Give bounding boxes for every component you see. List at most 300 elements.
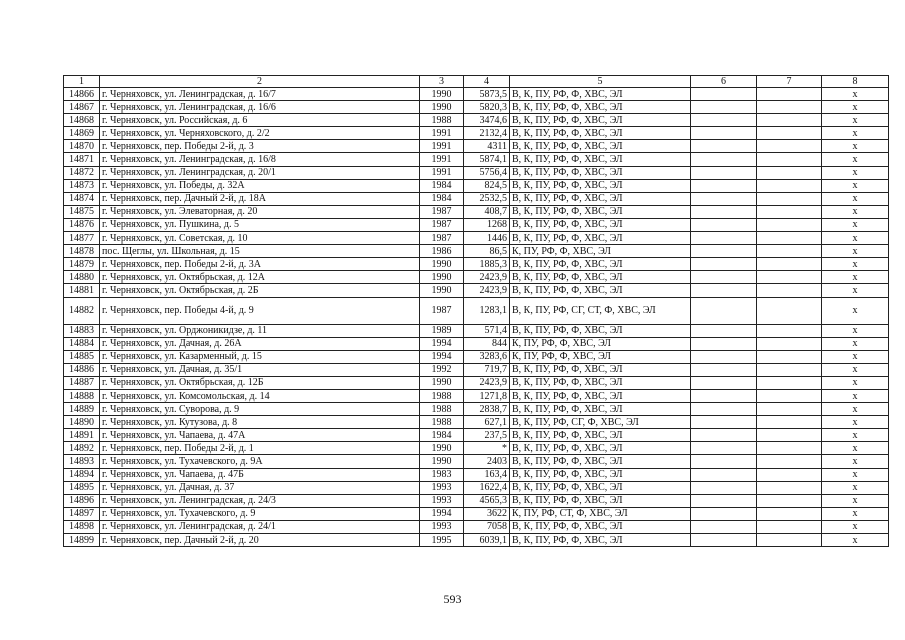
cell-address: г. Черняховск, пер. Победы 2-й, д. 3А bbox=[100, 258, 420, 271]
cell-col7 bbox=[757, 166, 822, 179]
cell-col7 bbox=[757, 376, 822, 389]
cell-col7 bbox=[757, 218, 822, 231]
cell-col7 bbox=[757, 337, 822, 350]
cell-utilities: В, К, ПУ, РФ, Ф, ХВС, ЭЛ bbox=[510, 192, 691, 205]
cell-year: 1994 bbox=[420, 337, 464, 350]
header-row bbox=[64, 76, 889, 88]
table-row bbox=[64, 232, 889, 245]
cell-col6 bbox=[691, 297, 757, 324]
cell-mark: x bbox=[822, 245, 889, 258]
cell-address: г. Черняховск, пер. Дачный 2-й, д. 18А bbox=[100, 192, 420, 205]
cell-area: 86,5 bbox=[464, 245, 510, 258]
cell-mark: x bbox=[822, 350, 889, 363]
cell-col7 bbox=[757, 468, 822, 481]
cell-area: 7058 bbox=[464, 520, 510, 533]
cell-year: 1993 bbox=[420, 494, 464, 507]
cell-area: 824,5 bbox=[464, 179, 510, 192]
cell-year: 1993 bbox=[420, 520, 464, 533]
cell-mark: x bbox=[822, 271, 889, 284]
table-row bbox=[64, 350, 889, 363]
cell-utilities: В, К, ПУ, РФ, Ф, ХВС, ЭЛ bbox=[510, 376, 691, 389]
cell-mark: x bbox=[822, 127, 889, 140]
cell-address: г. Черняховск, ул. Дачная, д. 35/1 bbox=[100, 363, 420, 376]
cell-year: 1984 bbox=[420, 192, 464, 205]
cell-address: г. Черняховск, ул. Ленинградская, д. 16/6 bbox=[100, 101, 420, 114]
cell-area: 237,5 bbox=[464, 429, 510, 442]
cell-mark: x bbox=[822, 455, 889, 468]
cell-year: 1988 bbox=[420, 416, 464, 429]
cell-year: 1990 bbox=[420, 88, 464, 101]
table-row bbox=[64, 284, 889, 297]
cell-col7 bbox=[757, 363, 822, 376]
cell-utilities: В, К, ПУ, РФ, Ф, ХВС, ЭЛ bbox=[510, 140, 691, 153]
table-body bbox=[64, 76, 889, 547]
cell-utilities: В, К, ПУ, РФ, Ф, ХВС, ЭЛ bbox=[510, 481, 691, 494]
cell-col7 bbox=[757, 297, 822, 324]
cell-col7 bbox=[757, 429, 822, 442]
column-header: 4 bbox=[464, 76, 510, 88]
cell-address: г. Черняховск, пер. Дачный 2-й, д. 20 bbox=[100, 534, 420, 547]
table-row bbox=[64, 218, 889, 231]
cell-row-number: 14888 bbox=[64, 389, 100, 402]
cell-area: 4565,3 bbox=[464, 494, 510, 507]
cell-utilities: К, ПУ, РФ, Ф, ХВС, ЭЛ bbox=[510, 245, 691, 258]
cell-col6 bbox=[691, 455, 757, 468]
cell-utilities: В, К, ПУ, РФ, Ф, ХВС, ЭЛ bbox=[510, 218, 691, 231]
cell-utilities: В, К, ПУ, РФ, Ф, ХВС, ЭЛ bbox=[510, 205, 691, 218]
cell-year: 1987 bbox=[420, 232, 464, 245]
cell-utilities: В, К, ПУ, РФ, СГ, Ф, ХВС, ЭЛ bbox=[510, 416, 691, 429]
cell-col7 bbox=[757, 245, 822, 258]
column-header: 7 bbox=[757, 76, 822, 88]
cell-row-number: 14883 bbox=[64, 324, 100, 337]
table-row bbox=[64, 442, 889, 455]
cell-col6 bbox=[691, 232, 757, 245]
cell-mark: x bbox=[822, 232, 889, 245]
cell-row-number: 14871 bbox=[64, 153, 100, 166]
cell-area: 1622,4 bbox=[464, 481, 510, 494]
table-row bbox=[64, 507, 889, 520]
cell-area: 627,1 bbox=[464, 416, 510, 429]
cell-mark: x bbox=[822, 494, 889, 507]
cell-area: 1268 bbox=[464, 218, 510, 231]
cell-utilities: В, К, ПУ, РФ, СГ, СТ, Ф, ХВС, ЭЛ bbox=[510, 297, 691, 324]
cell-utilities: В, К, ПУ, РФ, Ф, ХВС, ЭЛ bbox=[510, 153, 691, 166]
cell-col6 bbox=[691, 179, 757, 192]
cell-year: 1990 bbox=[420, 101, 464, 114]
cell-utilities: В, К, ПУ, РФ, Ф, ХВС, ЭЛ bbox=[510, 520, 691, 533]
cell-address: г. Черняховск, ул. Октябрьская, д. 2Б bbox=[100, 284, 420, 297]
cell-utilities: В, К, ПУ, РФ, Ф, ХВС, ЭЛ bbox=[510, 127, 691, 140]
cell-address: г. Черняховск, ул. Тухачевского, д. 9А bbox=[100, 455, 420, 468]
cell-col6 bbox=[691, 363, 757, 376]
table-row bbox=[64, 297, 889, 324]
cell-area: 3622 bbox=[464, 507, 510, 520]
cell-address: г. Черняховск, ул. Победы, д. 32А bbox=[100, 179, 420, 192]
cell-col6 bbox=[691, 127, 757, 140]
cell-year: 1983 bbox=[420, 468, 464, 481]
cell-mark: x bbox=[822, 179, 889, 192]
table-row bbox=[64, 534, 889, 547]
cell-mark: x bbox=[822, 101, 889, 114]
cell-col6 bbox=[691, 389, 757, 402]
cell-area: 2403 bbox=[464, 455, 510, 468]
cell-utilities: В, К, ПУ, РФ, Ф, ХВС, ЭЛ bbox=[510, 324, 691, 337]
cell-year: 1990 bbox=[420, 258, 464, 271]
cell-col6 bbox=[691, 520, 757, 533]
cell-utilities: В, К, ПУ, РФ, Ф, ХВС, ЭЛ bbox=[510, 494, 691, 507]
cell-utilities: В, К, ПУ, РФ, Ф, ХВС, ЭЛ bbox=[510, 455, 691, 468]
cell-address: г. Черняховск, пер. Победы 2-й, д. 3 bbox=[100, 140, 420, 153]
cell-year: 1984 bbox=[420, 429, 464, 442]
cell-col6 bbox=[691, 442, 757, 455]
table-row bbox=[64, 363, 889, 376]
cell-row-number: 14870 bbox=[64, 140, 100, 153]
table-row bbox=[64, 455, 889, 468]
cell-mark: x bbox=[822, 534, 889, 547]
table-row bbox=[64, 205, 889, 218]
cell-area: 3474,6 bbox=[464, 114, 510, 127]
cell-area: 844 bbox=[464, 337, 510, 350]
cell-row-number: 14889 bbox=[64, 403, 100, 416]
cell-row-number: 14877 bbox=[64, 232, 100, 245]
cell-col7 bbox=[757, 140, 822, 153]
cell-col6 bbox=[691, 166, 757, 179]
cell-utilities: В, К, ПУ, РФ, Ф, ХВС, ЭЛ bbox=[510, 429, 691, 442]
cell-col7 bbox=[757, 389, 822, 402]
column-header: 6 bbox=[691, 76, 757, 88]
cell-utilities: В, К, ПУ, РФ, Ф, ХВС, ЭЛ bbox=[510, 534, 691, 547]
cell-col7 bbox=[757, 416, 822, 429]
cell-year: 1987 bbox=[420, 205, 464, 218]
cell-utilities: В, К, ПУ, РФ, Ф, ХВС, ЭЛ bbox=[510, 403, 691, 416]
cell-col7 bbox=[757, 232, 822, 245]
cell-row-number: 14881 bbox=[64, 284, 100, 297]
cell-col6 bbox=[691, 101, 757, 114]
table-row bbox=[64, 337, 889, 350]
cell-year: 1988 bbox=[420, 403, 464, 416]
cell-mark: x bbox=[822, 376, 889, 389]
table-row bbox=[64, 153, 889, 166]
column-header: 3 bbox=[420, 76, 464, 88]
cell-address: г. Черняховск, ул. Ленинградская, д. 16/8 bbox=[100, 153, 420, 166]
cell-row-number: 14882 bbox=[64, 297, 100, 324]
page-number: 593 bbox=[443, 592, 462, 606]
cell-col7 bbox=[757, 507, 822, 520]
cell-area: 3283,6 bbox=[464, 350, 510, 363]
cell-year: 1989 bbox=[420, 324, 464, 337]
cell-year: 1994 bbox=[420, 350, 464, 363]
cell-utilities: К, ПУ, РФ, Ф, ХВС, ЭЛ bbox=[510, 337, 691, 350]
cell-year: 1986 bbox=[420, 245, 464, 258]
cell-row-number: 14893 bbox=[64, 455, 100, 468]
cell-col7 bbox=[757, 324, 822, 337]
cell-row-number: 14898 bbox=[64, 520, 100, 533]
cell-mark: x bbox=[822, 403, 889, 416]
cell-mark: x bbox=[822, 520, 889, 533]
cell-col7 bbox=[757, 114, 822, 127]
cell-mark: x bbox=[822, 363, 889, 376]
cell-col7 bbox=[757, 481, 822, 494]
cell-area: 1283,1 bbox=[464, 297, 510, 324]
cell-col7 bbox=[757, 271, 822, 284]
cell-row-number: 14890 bbox=[64, 416, 100, 429]
cell-address: г. Черняховск, ул. Ленинградская, д. 16/7 bbox=[100, 88, 420, 101]
cell-area: 1271,8 bbox=[464, 389, 510, 402]
cell-col7 bbox=[757, 442, 822, 455]
cell-mark: x bbox=[822, 416, 889, 429]
cell-row-number: 14879 bbox=[64, 258, 100, 271]
cell-col6 bbox=[691, 350, 757, 363]
cell-col6 bbox=[691, 468, 757, 481]
table-row bbox=[64, 114, 889, 127]
cell-utilities: В, К, ПУ, РФ, Ф, ХВС, ЭЛ bbox=[510, 101, 691, 114]
cell-address: г. Черняховск, ул. Пушкина, д. 5 bbox=[100, 218, 420, 231]
cell-utilities: К, ПУ, РФ, Ф, ХВС, ЭЛ bbox=[510, 350, 691, 363]
cell-utilities: В, К, ПУ, РФ, Ф, ХВС, ЭЛ bbox=[510, 179, 691, 192]
cell-mark: x bbox=[822, 507, 889, 520]
cell-area: 1446 bbox=[464, 232, 510, 245]
cell-year: 1992 bbox=[420, 363, 464, 376]
table-row bbox=[64, 166, 889, 179]
cell-row-number: 14885 bbox=[64, 350, 100, 363]
cell-mark: x bbox=[822, 481, 889, 494]
cell-address: г. Черняховск, ул. Ленинградская, д. 20/1 bbox=[100, 166, 420, 179]
cell-year: 1990 bbox=[420, 376, 464, 389]
cell-col6 bbox=[691, 534, 757, 547]
cell-year: 1993 bbox=[420, 481, 464, 494]
cell-row-number: 14873 bbox=[64, 179, 100, 192]
cell-area: 6039,1 bbox=[464, 534, 510, 547]
table-row bbox=[64, 429, 889, 442]
cell-col6 bbox=[691, 114, 757, 127]
cell-col7 bbox=[757, 127, 822, 140]
cell-row-number: 14878 bbox=[64, 245, 100, 258]
table-row bbox=[64, 88, 889, 101]
cell-area: 5874,1 bbox=[464, 153, 510, 166]
cell-area: 2532,5 bbox=[464, 192, 510, 205]
cell-address: г. Черняховск, ул. Комсомольская, д. 14 bbox=[100, 389, 420, 402]
cell-address: г. Черняховск, ул. Элеваторная, д. 20 bbox=[100, 205, 420, 218]
cell-col6 bbox=[691, 258, 757, 271]
cell-year: 1994 bbox=[420, 507, 464, 520]
cell-area: 1885,3 bbox=[464, 258, 510, 271]
table-row bbox=[64, 468, 889, 481]
cell-address: г. Черняховск, пер. Победы 4-й, д. 9 bbox=[100, 297, 420, 324]
cell-row-number: 14886 bbox=[64, 363, 100, 376]
cell-col6 bbox=[691, 481, 757, 494]
cell-row-number: 14876 bbox=[64, 218, 100, 231]
cell-col6 bbox=[691, 140, 757, 153]
cell-mark: x bbox=[822, 297, 889, 324]
cell-address: г. Черняховск, ул. Суворова, д. 9 bbox=[100, 403, 420, 416]
cell-year: 1990 bbox=[420, 455, 464, 468]
cell-address: г. Черняховск, ул. Советская, д. 10 bbox=[100, 232, 420, 245]
cell-col7 bbox=[757, 494, 822, 507]
table-row bbox=[64, 324, 889, 337]
cell-year: 1991 bbox=[420, 140, 464, 153]
cell-year: 1991 bbox=[420, 166, 464, 179]
cell-row-number: 14884 bbox=[64, 337, 100, 350]
cell-utilities: В, К, ПУ, РФ, Ф, ХВС, ЭЛ bbox=[510, 389, 691, 402]
cell-year: 1987 bbox=[420, 218, 464, 231]
cell-mark: x bbox=[822, 468, 889, 481]
table-row bbox=[64, 245, 889, 258]
table-row bbox=[64, 258, 889, 271]
cell-area: 5873,5 bbox=[464, 88, 510, 101]
cell-utilities: В, К, ПУ, РФ, Ф, ХВС, ЭЛ bbox=[510, 166, 691, 179]
cell-utilities: В, К, ПУ, РФ, Ф, ХВС, ЭЛ bbox=[510, 88, 691, 101]
cell-col6 bbox=[691, 403, 757, 416]
register-table bbox=[63, 75, 889, 547]
cell-address: г. Черняховск, ул. Чапаева, д. 47А bbox=[100, 429, 420, 442]
cell-col6 bbox=[691, 416, 757, 429]
table-row bbox=[64, 481, 889, 494]
cell-area: 2423,9 bbox=[464, 376, 510, 389]
cell-mark: x bbox=[822, 284, 889, 297]
cell-area: 2132,4 bbox=[464, 127, 510, 140]
column-header: 1 bbox=[64, 76, 100, 88]
cell-col7 bbox=[757, 192, 822, 205]
cell-mark: x bbox=[822, 389, 889, 402]
cell-mark: x bbox=[822, 218, 889, 231]
cell-area: 4311 bbox=[464, 140, 510, 153]
column-header: 8 bbox=[822, 76, 889, 88]
cell-address: г. Черняховск, ул. Дачная, д. 37 bbox=[100, 481, 420, 494]
cell-row-number: 14892 bbox=[64, 442, 100, 455]
cell-row-number: 14880 bbox=[64, 271, 100, 284]
cell-address: г. Черняховск, ул. Ленинградская, д. 24/1 bbox=[100, 520, 420, 533]
cell-col6 bbox=[691, 192, 757, 205]
cell-col7 bbox=[757, 455, 822, 468]
cell-area: 5820,3 bbox=[464, 101, 510, 114]
cell-col7 bbox=[757, 350, 822, 363]
cell-year: 1991 bbox=[420, 153, 464, 166]
cell-area: 719,7 bbox=[464, 363, 510, 376]
cell-col7 bbox=[757, 534, 822, 547]
cell-col7 bbox=[757, 284, 822, 297]
table-row bbox=[64, 271, 889, 284]
cell-row-number: 14872 bbox=[64, 166, 100, 179]
table-row bbox=[64, 389, 889, 402]
cell-area: 2838,7 bbox=[464, 403, 510, 416]
cell-mark: x bbox=[822, 192, 889, 205]
cell-mark: x bbox=[822, 140, 889, 153]
cell-area: 2423,9 bbox=[464, 271, 510, 284]
cell-col6 bbox=[691, 88, 757, 101]
cell-row-number: 14868 bbox=[64, 114, 100, 127]
cell-col6 bbox=[691, 271, 757, 284]
cell-row-number: 14894 bbox=[64, 468, 100, 481]
cell-mark: x bbox=[822, 153, 889, 166]
cell-row-number: 14874 bbox=[64, 192, 100, 205]
cell-address: г. Черняховск, ул. Тухачевского, д. 9 bbox=[100, 507, 420, 520]
cell-row-number: 14875 bbox=[64, 205, 100, 218]
cell-year: 1988 bbox=[420, 114, 464, 127]
cell-area: 571,4 bbox=[464, 324, 510, 337]
cell-col7 bbox=[757, 153, 822, 166]
table-row bbox=[64, 192, 889, 205]
cell-address: г. Черняховск, ул. Кутузова, д. 8 bbox=[100, 416, 420, 429]
cell-mark: x bbox=[822, 337, 889, 350]
cell-utilities: В, К, ПУ, РФ, Ф, ХВС, ЭЛ bbox=[510, 232, 691, 245]
cell-row-number: 14891 bbox=[64, 429, 100, 442]
table-row bbox=[64, 179, 889, 192]
cell-mark: x bbox=[822, 442, 889, 455]
cell-col6 bbox=[691, 507, 757, 520]
cell-address: пос. Щеглы, ул. Школьная, д. 15 bbox=[100, 245, 420, 258]
cell-mark: x bbox=[822, 88, 889, 101]
cell-col6 bbox=[691, 429, 757, 442]
cell-year: 1990 bbox=[420, 271, 464, 284]
cell-area: 2423,9 bbox=[464, 284, 510, 297]
cell-mark: x bbox=[822, 114, 889, 127]
table-row bbox=[64, 520, 889, 533]
cell-year: 1990 bbox=[420, 284, 464, 297]
cell-col7 bbox=[757, 520, 822, 533]
table-row bbox=[64, 127, 889, 140]
cell-col6 bbox=[691, 205, 757, 218]
cell-utilities: В, К, ПУ, РФ, Ф, ХВС, ЭЛ bbox=[510, 271, 691, 284]
table-row bbox=[64, 416, 889, 429]
table-row bbox=[64, 376, 889, 389]
cell-col6 bbox=[691, 376, 757, 389]
cell-area: 163,4 bbox=[464, 468, 510, 481]
cell-mark: x bbox=[822, 324, 889, 337]
cell-address: г. Черняховск, ул. Ленинградская, д. 24/3 bbox=[100, 494, 420, 507]
cell-address: г. Черняховск, ул. Октябрьская, д. 12А bbox=[100, 271, 420, 284]
cell-address: г. Черняховск, ул. Чапаева, д. 47Б bbox=[100, 468, 420, 481]
cell-mark: x bbox=[822, 429, 889, 442]
cell-row-number: 14869 bbox=[64, 127, 100, 140]
cell-mark: x bbox=[822, 258, 889, 271]
cell-year: 1988 bbox=[420, 389, 464, 402]
cell-utilities: В, К, ПУ, РФ, Ф, ХВС, ЭЛ bbox=[510, 114, 691, 127]
cell-area: 408,7 bbox=[464, 205, 510, 218]
cell-utilities: К, ПУ, РФ, СТ, Ф, ХВС, ЭЛ bbox=[510, 507, 691, 520]
cell-col7 bbox=[757, 258, 822, 271]
cell-mark: x bbox=[822, 166, 889, 179]
cell-col7 bbox=[757, 101, 822, 114]
cell-area: 5756,4 bbox=[464, 166, 510, 179]
cell-year: 1984 bbox=[420, 179, 464, 192]
cell-utilities: В, К, ПУ, РФ, Ф, ХВС, ЭЛ bbox=[510, 258, 691, 271]
cell-address: г. Черняховск, ул. Черняховского, д. 2/2 bbox=[100, 127, 420, 140]
cell-address: г. Черняховск, пер. Победы 2-й, д. 1 bbox=[100, 442, 420, 455]
cell-utilities: В, К, ПУ, РФ, Ф, ХВС, ЭЛ bbox=[510, 363, 691, 376]
cell-row-number: 14887 bbox=[64, 376, 100, 389]
cell-row-number: 14899 bbox=[64, 534, 100, 547]
cell-row-number: 14895 bbox=[64, 481, 100, 494]
table-row bbox=[64, 403, 889, 416]
cell-address: г. Черняховск, ул. Казарменный, д. 15 bbox=[100, 350, 420, 363]
table-row bbox=[64, 101, 889, 114]
cell-col6 bbox=[691, 494, 757, 507]
cell-row-number: 14867 bbox=[64, 101, 100, 114]
table-row bbox=[64, 140, 889, 153]
table-row bbox=[64, 494, 889, 507]
cell-row-number: 14896 bbox=[64, 494, 100, 507]
cell-col6 bbox=[691, 284, 757, 297]
cell-col6 bbox=[691, 337, 757, 350]
cell-year: 1991 bbox=[420, 127, 464, 140]
cell-row-number: 14897 bbox=[64, 507, 100, 520]
cell-utilities: В, К, ПУ, РФ, Ф, ХВС, ЭЛ bbox=[510, 442, 691, 455]
cell-col6 bbox=[691, 245, 757, 258]
cell-address: г. Черняховск, ул. Российская, д. 6 bbox=[100, 114, 420, 127]
cell-col6 bbox=[691, 218, 757, 231]
column-header: 5 bbox=[510, 76, 691, 88]
